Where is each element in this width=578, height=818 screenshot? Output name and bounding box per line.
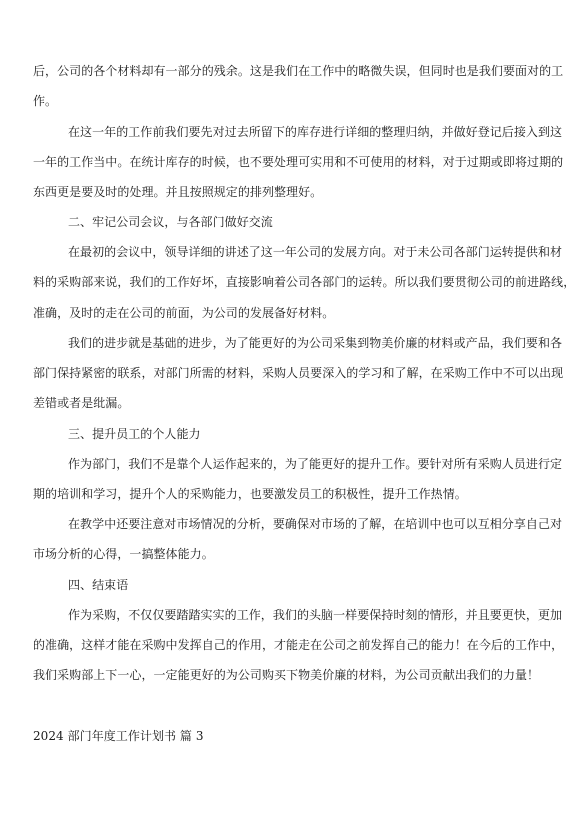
paragraph-6-line-1: 在教学中还要注意对市场情况的分析，要确保对市场的了解，在培训中也可以互相分享自己对 <box>68 517 563 531</box>
paragraph-2-line-1: 在这一年的工作前我们要先对过去所留下的库存进行详细的整理归纳，并做好登记后接入到这 <box>68 125 563 139</box>
paragraph-4-line-3: 差错或者是纰漏。 <box>33 396 130 410</box>
paragraph-2-line-3: 东西更是要及时的处理。并且按照规定的排列整理好。 <box>33 185 323 199</box>
paragraph-3-line-3: 准确，及时的走在公司的前面，为公司的发展备好材料。 <box>33 306 335 320</box>
paragraph-6-line-2: 市场分析的心得，一搞整体能力。 <box>33 547 214 561</box>
paragraph-5-line-1: 作为部门，我们不是靠个人运作起来的，为了能更好的提升工作。要针对所有采购人员进行定 <box>68 457 563 471</box>
paragraph-7-line-1: 作为采购，不仅仅要踏踏实实的工作，我们的头脑一样要保持时刻的情形，并且要更快，更加 <box>68 608 563 622</box>
paragraph-3-line-2: 料的采购部来说，我们的工作好坏，直接影响着公司各部门的运转。所以我们要贯彻公司的前进路线， <box>33 275 576 289</box>
paragraph-7-line-3: 我们采购部上下一心，一定能更好的为公司购买下物美价廉的材料，为公司贡献出我们的力量！ <box>33 668 540 682</box>
paragraph-5-line-2: 期的培训和学习，提升个人的采购能力，也要激发员工的积极性，提升工作热情。 <box>33 487 467 501</box>
paragraph-1-line-2: 作。 <box>33 94 58 108</box>
section-heading-4: 四、结束语 <box>68 578 129 592</box>
section-heading-3: 三、提升员工的个人能力 <box>68 427 201 441</box>
paragraph-4-line-2: 部门保持紧密的联系，对部门所需的材料，采购人员要深入的学习和了解，在采购工作中不可以出现 <box>33 366 564 380</box>
section-heading-2: 二、牢记公司会议，与各部门做好交流 <box>68 215 273 229</box>
section-title: 2024 部门年度工作计划书 篇 3 <box>33 729 204 743</box>
paragraph-2-line-2: 一年的工作当中。在统计库存的时候，也不要处理可实用和不可使用的材料，对于过期或即将过期的 <box>33 155 564 169</box>
paragraph-7-line-2: 的准确，这样才能在采购中发挥自己的作用，才能走在公司之前发挥自己的能力！在今后的工作中， <box>33 638 564 652</box>
paragraph-3-line-1: 在最初的会议中，领导详细的讲述了这一年公司的发展方向。对于未公司各部门运转提供和材 <box>68 245 563 259</box>
paragraph-4-line-1: 我们的进步就是基础的进步，为了能更好的为公司采集到物美价廉的材料或产品，我们要和各 <box>68 336 563 350</box>
paragraph-1-line-1: 后，公司的各个材料却有一部分的残余。这是我们在工作中的略微失误，但同时也是我们要面对的工 <box>33 64 564 78</box>
